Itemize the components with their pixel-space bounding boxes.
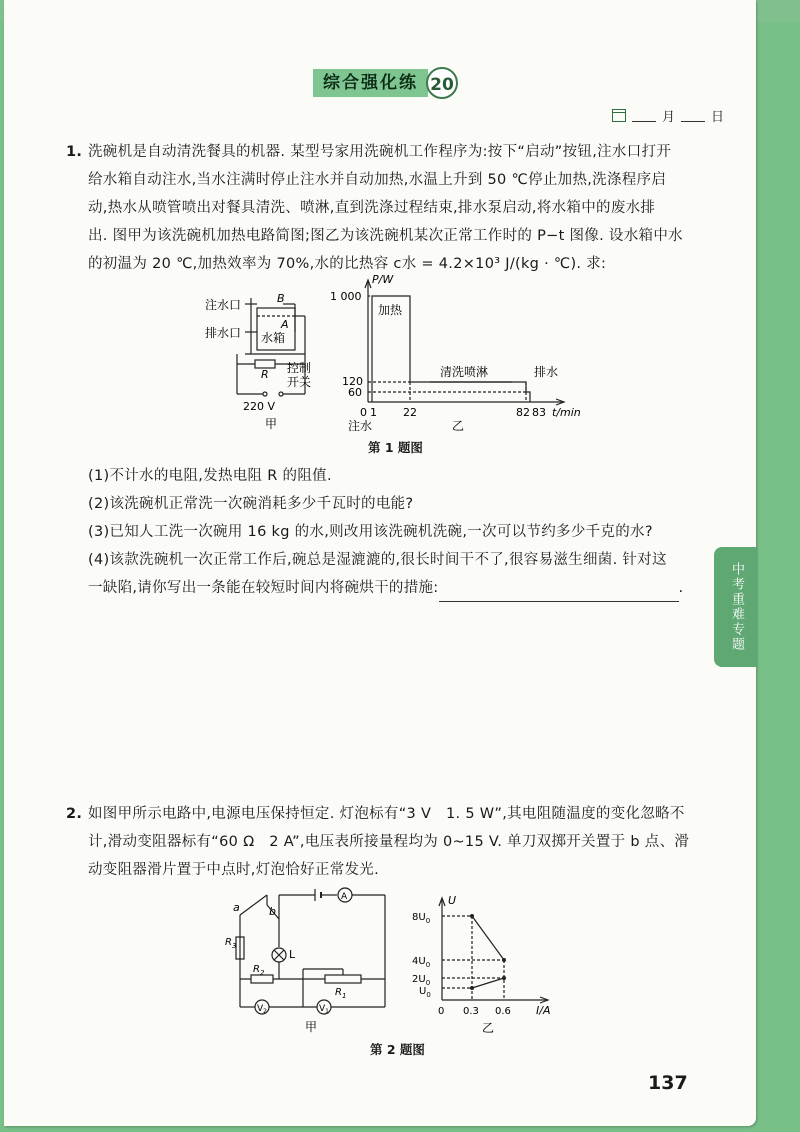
- page-number: 137: [648, 1072, 688, 1094]
- q1-subquestion: 一缺陷,请你写出一条能在较短时间内将碗烘干的措施:: [88, 580, 439, 596]
- wash-label: 清洗喷淋: [440, 365, 489, 379]
- q1-subquestion: (1)不计水的电阻,发热电阻 R 的阻值.: [88, 468, 332, 484]
- side-tab[interactable]: 中考重难专题: [714, 547, 758, 667]
- q2-line: 如图甲所示电路中,电源电压保持恒定. 灯泡标有“3 V 1. 5 W”,其电阻随温度的变化忽略不: [88, 806, 685, 822]
- point-a-label: a: [233, 901, 240, 914]
- point-a-label: A: [281, 318, 289, 331]
- inlet-label: 注水口: [205, 298, 242, 312]
- control-label: 控制: [287, 361, 312, 375]
- q2-number: 2.: [66, 806, 83, 822]
- answer-blank[interactable]: [439, 583, 679, 602]
- q2-voltage-current-graph: [410, 892, 570, 1042]
- ammeter-label: A: [341, 892, 348, 902]
- drain-label: 排水: [534, 365, 559, 379]
- month-label: 月: [662, 110, 676, 125]
- y-tick: $4U_0$: [412, 956, 431, 969]
- point-b-label: b: [269, 905, 276, 918]
- date-field: [612, 106, 724, 125]
- fig-yi-label: 乙: [452, 419, 465, 433]
- q1-caption: 第 1 题图: [368, 440, 423, 455]
- x-tick: 0.6: [495, 1006, 511, 1017]
- q1-subquestion-line: [88, 574, 683, 602]
- q1-line: 给水箱自动注水,当水注满时停止注水并自动加热,水温上升到 50 ℃停止加热,洗涤程序启: [88, 172, 667, 188]
- section-title: [313, 68, 458, 98]
- x-tick: 0: [438, 1006, 445, 1017]
- point-b-label: B: [277, 292, 285, 305]
- q1-line: 的初温为 20 ℃,加热效率为 70%,水的比热容 c水 = 4.2×10³ J/(kg · ℃). 求:: [88, 256, 607, 272]
- voltmeter-v1-label: $V_1$: [319, 1004, 329, 1015]
- x-tick: 0.3: [463, 1006, 479, 1017]
- q1-number: 1.: [66, 144, 83, 160]
- q1-subquestion: (3)已知人工洗一次碗用 16 kg 的水,则改用该洗碗机洗碗,一次可以节约多少千克的水?: [88, 524, 653, 540]
- x-tick: 1: [370, 406, 377, 419]
- q2-circuit-diagram: [225, 885, 395, 1035]
- q1-power-time-graph: [330, 270, 592, 460]
- lamp-label: L: [289, 948, 296, 961]
- fig-jia-label: 甲: [265, 417, 278, 431]
- month-blank[interactable]: [632, 109, 656, 122]
- day-blank[interactable]: [681, 109, 705, 122]
- fig-yi-label: 乙: [482, 1021, 495, 1035]
- q1-subquestion: (4)该款洗碗机一次正常工作后,碗总是湿漉漉的,很长时间干不了,很容易滋生细菌. 针对这: [88, 552, 667, 568]
- q1-line: 动,热水从喷管喷出对餐具清洗、喷淋,直到洗涤过程结束,排水泵启动,将水箱中的废水排: [88, 200, 656, 216]
- switch-label: 开关: [287, 375, 312, 389]
- resistor-r-label: R: [261, 368, 269, 381]
- y-tick: $2U_0$: [412, 974, 431, 987]
- end-mark: .: [678, 580, 684, 596]
- x-axis-label: t/min: [552, 406, 581, 419]
- r2-label: $R_2$: [253, 964, 265, 977]
- x-tick: 82: [516, 406, 530, 419]
- q2-caption: 第 2 题图: [370, 1042, 425, 1057]
- y-tick: $U_0$: [419, 986, 431, 999]
- y-tick: 60: [348, 386, 362, 399]
- x-tick: 0: [360, 406, 367, 419]
- calendar-icon: [612, 109, 626, 122]
- x-axis-label: I/A: [536, 1004, 551, 1017]
- tank-label: 水箱: [261, 331, 286, 345]
- q1-line: 出. 图甲为该洗碗机加热电路简图;图乙为该洗碗机某次正常工作时的 P−t 图像. 设水箱中水: [88, 228, 683, 244]
- r3-label: $R_3$: [225, 937, 237, 950]
- outlet-label: 排水口: [205, 326, 242, 340]
- fill-label: 注水: [348, 419, 373, 433]
- y-axis-label: U: [448, 894, 457, 907]
- title-number: 20: [426, 67, 458, 99]
- y-axis-label: P/W: [372, 273, 394, 286]
- y-tick: 120: [342, 375, 363, 388]
- q2-line: 计,滑动变阻器标有“60 Ω 2 A”,电压表所接量程均为 0~15 V. 单刀双掷开关置于 b 点、滑: [88, 834, 690, 850]
- q1-line: 洗碗机是自动清洗餐具的机器. 某型号家用洗碗机工作程序为:按下“启动”按钮,注水口打开: [88, 144, 672, 160]
- voltage-label: 220 V: [243, 400, 276, 413]
- title-text: 综合强化练: [313, 69, 428, 97]
- x-tick: 83: [532, 406, 546, 419]
- fig-jia-label: 甲: [305, 1020, 318, 1034]
- y-tick: 1 000: [330, 290, 362, 303]
- x-tick: 22: [403, 406, 417, 419]
- heat-label: 加热: [378, 303, 403, 317]
- voltmeter-v2-label: $V_2$: [257, 1004, 267, 1015]
- y-tick: $8U_0$: [412, 912, 431, 925]
- q1-circuit-diagram: [205, 282, 335, 434]
- q1-subquestion: (2)该洗碗机正常洗一次碗消耗多少千瓦时的电能?: [88, 496, 414, 512]
- day-label: 日: [711, 110, 725, 125]
- r1-label: $R_1$: [335, 987, 347, 1000]
- q2-line: 动变阻器滑片置于中点时,灯泡恰好正常发光.: [88, 862, 380, 878]
